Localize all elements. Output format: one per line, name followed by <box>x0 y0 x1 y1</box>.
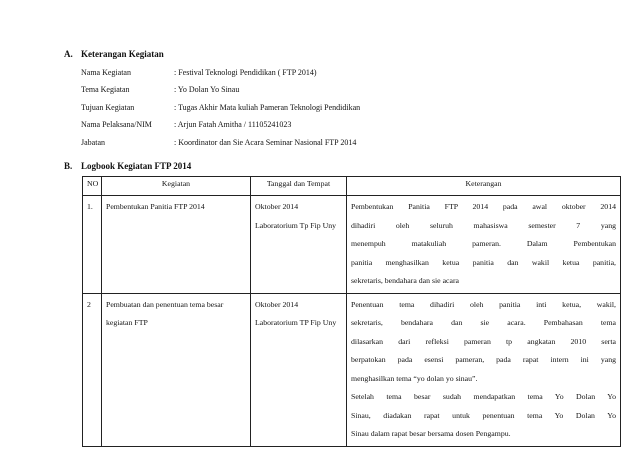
info-value: : Koordinator dan Sie Acara Seminar Nasional FTP 2014 <box>174 137 357 147</box>
info-value: : Yo Dolan Yo Sinau <box>174 85 240 95</box>
info-value: : Arjun Fatah Amitha / 11105241023 <box>174 120 292 130</box>
section-a-title: Keterangan Kegiatan <box>81 49 164 59</box>
info-row-jabatan <box>64 137 624 154</box>
table-row <box>83 293 621 446</box>
cell-tanggal: Oktober 2014 Laboratorium TP Fip Uny <box>251 293 347 446</box>
table-header-row <box>83 177 621 196</box>
cell-kegiatan: Pembentukan Panitia FTP 2014 <box>102 196 251 294</box>
section-b-title: Logbook Kegiatan FTP 2014 <box>81 161 192 171</box>
section-keterangan-kegiatan <box>64 49 624 154</box>
info-row-tujuan-kegiatan <box>64 102 624 119</box>
cell-keterangan: Penentuan tema dihadiri oleh panitia inti ketua, wakil, sekretaris, bendahara dan sie acara. Pembahasan tema dilasarkan dari refleksi pameran tp angkatan 2010 serta berpatokan pada esensi pameran, pada rapat intern ini yang menghasilkan tema “yo dolan yo sinau”. Setelah tema besar sudah mendapatkan tema Yo Dolan Yo Sinau, diadakan rapat untuk penentuan tema Yo Dolan Yo Sinau dalam rapat besar bersama dosen Pengampu. <box>347 293 621 446</box>
section-b-heading <box>64 161 624 171</box>
table-row <box>83 196 621 294</box>
info-label: Nama Kegiatan <box>81 68 131 77</box>
cell-kegiatan: Pembuatan dan penentuan tema besar kegiatan FTP <box>102 293 251 446</box>
header-keterangan: Keterangan <box>347 177 621 196</box>
cell-no: 2 <box>83 293 102 446</box>
section-b-letter: B. <box>64 161 73 171</box>
cell-tanggal: Oktober 2014 Laboratorium Tp Fip Uny <box>251 196 347 294</box>
info-row-tema-kegiatan <box>64 84 624 101</box>
info-label: Tema Kegiatan <box>81 85 130 95</box>
cell-no: 1. <box>83 196 102 294</box>
header-kegiatan: Kegiatan <box>102 177 251 196</box>
header-tanggal: Tanggal dan Tempat <box>251 177 347 196</box>
header-no: NO <box>83 177 102 196</box>
section-a-heading <box>64 49 624 59</box>
info-label: Jabatan <box>81 137 105 147</box>
info-row-nama-pelaksana <box>64 119 624 136</box>
info-label: Tujuan Kegiatan <box>81 102 135 112</box>
info-value: : Tugas Akhir Mata kuliah Pameran Teknologi Pendidikan <box>174 102 361 112</box>
info-value: : Festival Teknologi Pendidikan ( FTP 2014) <box>174 68 317 77</box>
section-a-letter: A. <box>64 49 73 59</box>
logbook-table <box>82 176 621 447</box>
info-row-nama-kegiatan <box>64 67 624 84</box>
info-label: Nama Pelaksana/NIM <box>81 120 152 130</box>
cell-keterangan: Pembentukan Panitia FTP 2014 pada awal oktober 2014 dihadiri oleh seluruh mahasiswa semester 7 yang menempuh matakuliah pameran. Dalam Pembentukan panitia menghasilkan ketua panitia dan wakil ketua panitia, sekretaris, bendahara dan sie acara <box>347 196 621 294</box>
